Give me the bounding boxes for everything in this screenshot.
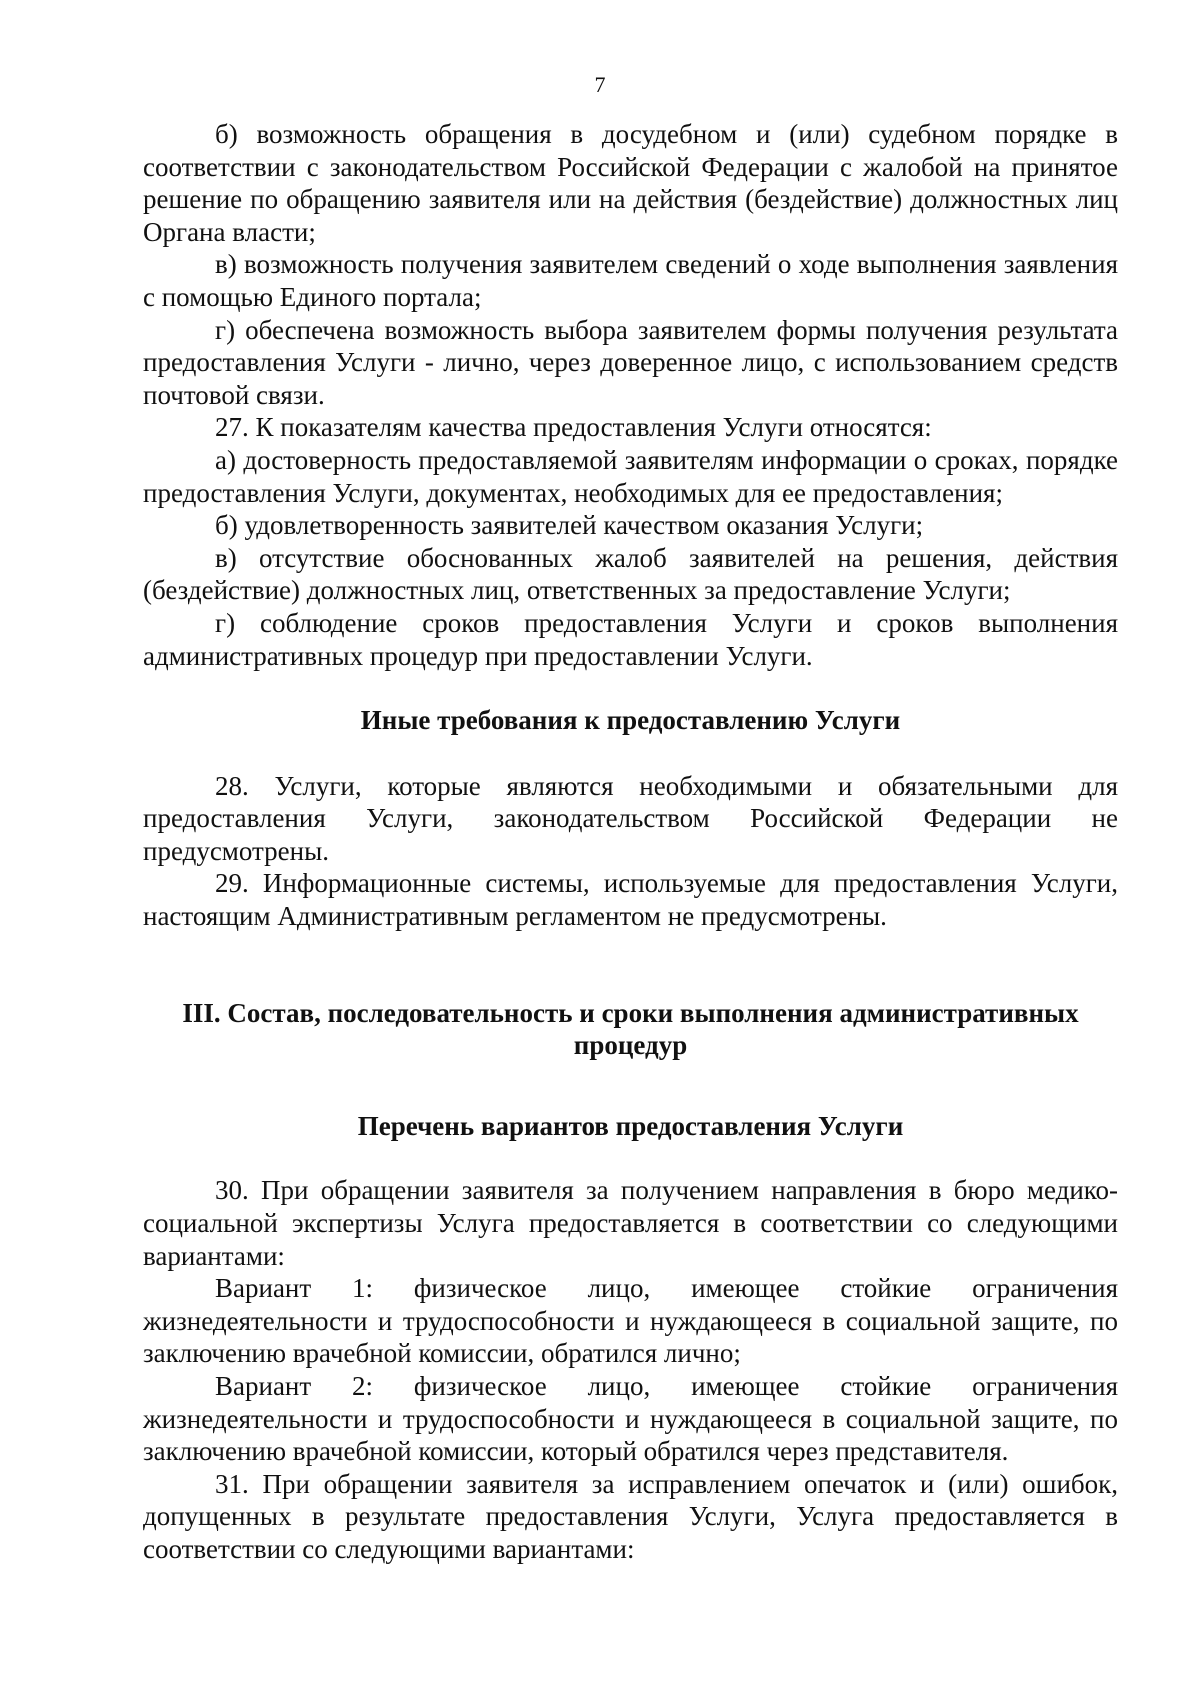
paragraph-g-result-form: г) обеспечена возможность выбора заявителем формы получения результата предоставления Услуги - лично, через доверенное лицо, с использованием средств почтовой связи. bbox=[143, 314, 1118, 410]
document-body bbox=[143, 118, 1118, 1566]
paragraph-v-status-info: в) возможность получения заявителем сведений о ходе выполнения заявления с помощью Единого портала; bbox=[143, 249, 1118, 312]
paragraph-variant-1: Вариант 1: физическое лицо, имеющее стойкие ограничения жизнедеятельности и трудоспособности и нуждающееся в социальной защите, по заключению врачебной комиссии, обратился лично; bbox=[143, 1273, 1118, 1369]
paragraph-b-satisfaction: б) удовлетворенность заявителей качеством оказания Услуги; bbox=[215, 510, 924, 541]
paragraph-31-corrections: 31. При обращении заявителя за исправлением опечаток и (или) ошибок, допущенных в результате предоставления Услуги, Услуга предоставляется в соответствии со следующими вариантами: bbox=[143, 1468, 1118, 1564]
heading-other-requirements: Иные требования к предоставлению Услуги bbox=[360, 705, 901, 736]
paragraph-v-no-complaints: в) отсутствие обоснованных жалоб заявителей на решения, действия (бездействие) должностных лиц, ответственных за предоставление Услуги; bbox=[143, 542, 1118, 606]
section-heading-iii: III. Состав, последовательность и сроки выполнения административных процедур bbox=[182, 997, 1079, 1061]
paragraph-a-reliability: а) достоверность предоставляемой заявителям информации о сроках, порядке предоставления Услуги, документах, необходимых для ее предоставления; bbox=[143, 444, 1118, 508]
page-number: 7 bbox=[594, 72, 606, 97]
heading-variants-list: Перечень вариантов предоставления Услуги bbox=[357, 1110, 904, 1141]
paragraph-27-quality-indicators: 27. К показателям качества предоставления Услуги относятся: bbox=[215, 412, 932, 443]
paragraph-28-services: 28. Услуги, которые являются необходимыми и обязательными для предоставления Услуги, законодательством Российской Федерации не предусмотрены. bbox=[143, 770, 1118, 866]
paragraph-variant-2: Вариант 2: физическое лицо, имеющее стойкие ограничения жизнедеятельности и трудоспособности и нуждающееся в социальной защите, по заключению врачебной комиссии, который обратился через представителя. bbox=[143, 1371, 1118, 1467]
paragraph-b-appeal: б) возможность обращения в досудебном и (или) судебном порядке в соответствии с законодательством Российской Федерации с жалобой на принятое решение по обращению заявителя или на действия (бездействие) должностных лиц Органа власти; bbox=[143, 119, 1118, 247]
paragraph-30-referral: 30. При обращении заявителя за получением направления в бюро медико-социальной экспертизы Услуга предоставляется в соответствии со следующими вариантами: bbox=[143, 1175, 1118, 1271]
paragraph-29-information-systems: 29. Информационные системы, используемые для предоставления Услуги, настоящим Административным регламентом не предусмотрены. bbox=[143, 868, 1118, 932]
paragraph-g-deadlines: г) соблюдение сроков предоставления Услуги и сроков выполнения административных процедур при предоставлении Услуги. bbox=[143, 607, 1118, 671]
